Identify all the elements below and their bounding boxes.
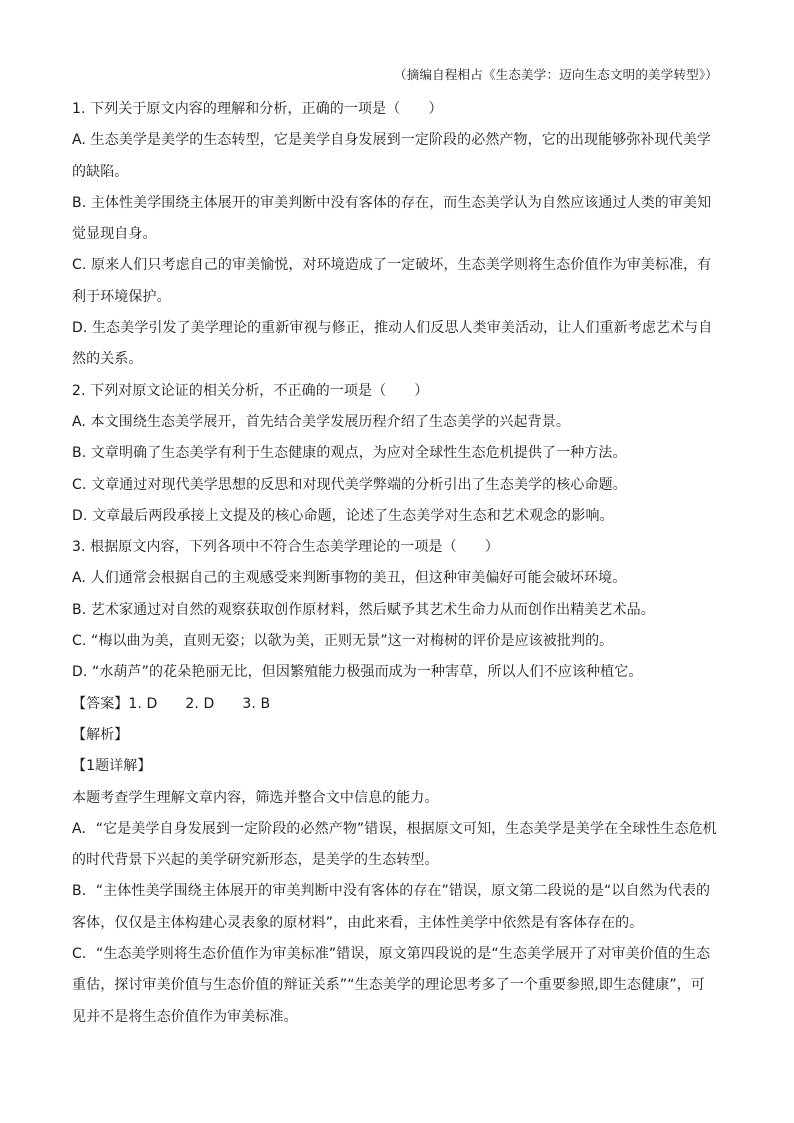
question-2-stem: 2. 下列对原文论证的相关分析，不正确的一项是（ ） [72,382,429,399]
answer-tag: 【答案】 [72,695,129,712]
analysis-b-line-1: B．“主体性美学围绕主体展开的审美判断中没有客体的存在”错误，原文第二段说的是“以自然为代表的 [72,883,711,900]
question-3-option-b: B. 艺术家通过对自然的观察获取创作原材料，然后赋予其艺术生命力从而创作出精美艺术品。 [72,601,655,618]
question-2-option-d: D. 文章最后两段承接上文提及的核心命题，论述了生态美学对生态和艺术观念的影响。 [72,507,614,524]
question-1-option-c-line-1: C. 原来人们只考虑自己的审美愉悦，对环境造成了一定破坏，生态美学则将生态价值作为审美标准，有 [72,257,712,274]
question-1-option-a-line-2: 的缺陷。 [72,163,129,180]
question-3-option-d: D. “水葫芦”的花朵艳丽无比，但因繁殖能力极强而成为一种害草，所以人们不应该种植它。 [72,664,643,681]
answer-3: 3. B [242,695,271,712]
question-3-option-a: A. 人们通常会根据自己的主观感受来判断事物的美丑，但这种审美偏好可能会破坏环境。 [72,570,627,587]
question-1-option-d-line-2: 然的关系。 [72,351,143,368]
question-1-option-b-line-2: 觉显现自身。 [72,226,157,243]
answer-line [72,689,720,720]
answer-2: 2. D [185,695,215,712]
answer-1: 1. D [128,695,158,712]
analysis-intro: 本题考查学生理解文章内容，筛选并整合文中信息的能力。 [72,789,439,806]
question-2-option-c: C. 文章通过对现代美学思想的反思和对现代美学弊端的分析引出了生态美学的核心命题。 [72,476,627,493]
question-3-stem: 3. 根据原文内容，下列各项中不符合生态美学理论的一项是（ ） [72,539,500,556]
analysis-c-line-1: C．“生态美学则将生态价值作为审美标准”错误，原文第四段说的是“生态美学展开了对审美价值的生态 [72,946,711,963]
analysis-c-line-2: 重估，探讨审美价值与生态价值的辩证关系”“生态美学的理论思考多了一个重要参照,即生态健康”，可 [72,977,705,994]
question-1-option-c-line-2: 利于环境保护。 [72,288,171,305]
analysis-detail-tag: 【1题详解】 [72,758,152,775]
question-1-option-a-line-1: A. 生态美学是美学的生态转型，它是美学自身发展到一定阶段的必然产物，它的出现能够弥补现代美学 [72,132,711,149]
analysis-a-line-2: 的时代背景下兴起的美学研究新形态，是美学的生态转型。 [72,852,439,869]
question-1-option-b-line-1: B. 主体性美学围绕主体展开的审美判断中没有客体的存在，而生态美学认为自然应该通过人类的审美知 [72,194,712,211]
question-2-option-b: B. 文章明确了生态美学有利于生态健康的观点，为应对全球性生态危机提供了一种方法。 [72,445,627,462]
question-1-stem: 1. 下列关于原文内容的理解和分析，正确的一项是（ ） [72,101,443,117]
analysis-a-line-1: A．“它是美学自身发展到一定阶段的必然产物”错误，根据原文可知，生态美学是美学在全球性生态危机 [72,820,717,837]
question-1-option-d-line-1: D. 生态美学引发了美学理论的重新审视与修正，推动人们反思人类审美活动，让人们重新考虑艺术与自 [72,320,713,337]
analysis-b-line-2: 客体，仅仅是主体构建心灵表象的原材料”，由此来看，主体性美学中依然是有客体存在的。 [72,914,644,931]
analysis-c-line-3: 见并不是将生态价值作为审美标准。 [72,1008,298,1025]
question-3-option-c: C. “梅以曲为美，直则无姿；以欹为美，正则无景”这一对梅树的评价是应该被批判的。 [72,633,614,650]
source-citation: （摘编自程相占《生态美学：迈向生态文明的美学转型》） [394,67,718,82]
question-2-option-a: A. 本文围绕生态美学展开，首先结合美学发展历程介绍了生态美学的兴起背景。 [72,413,570,430]
analysis-tag: 【解析】 [72,726,129,743]
